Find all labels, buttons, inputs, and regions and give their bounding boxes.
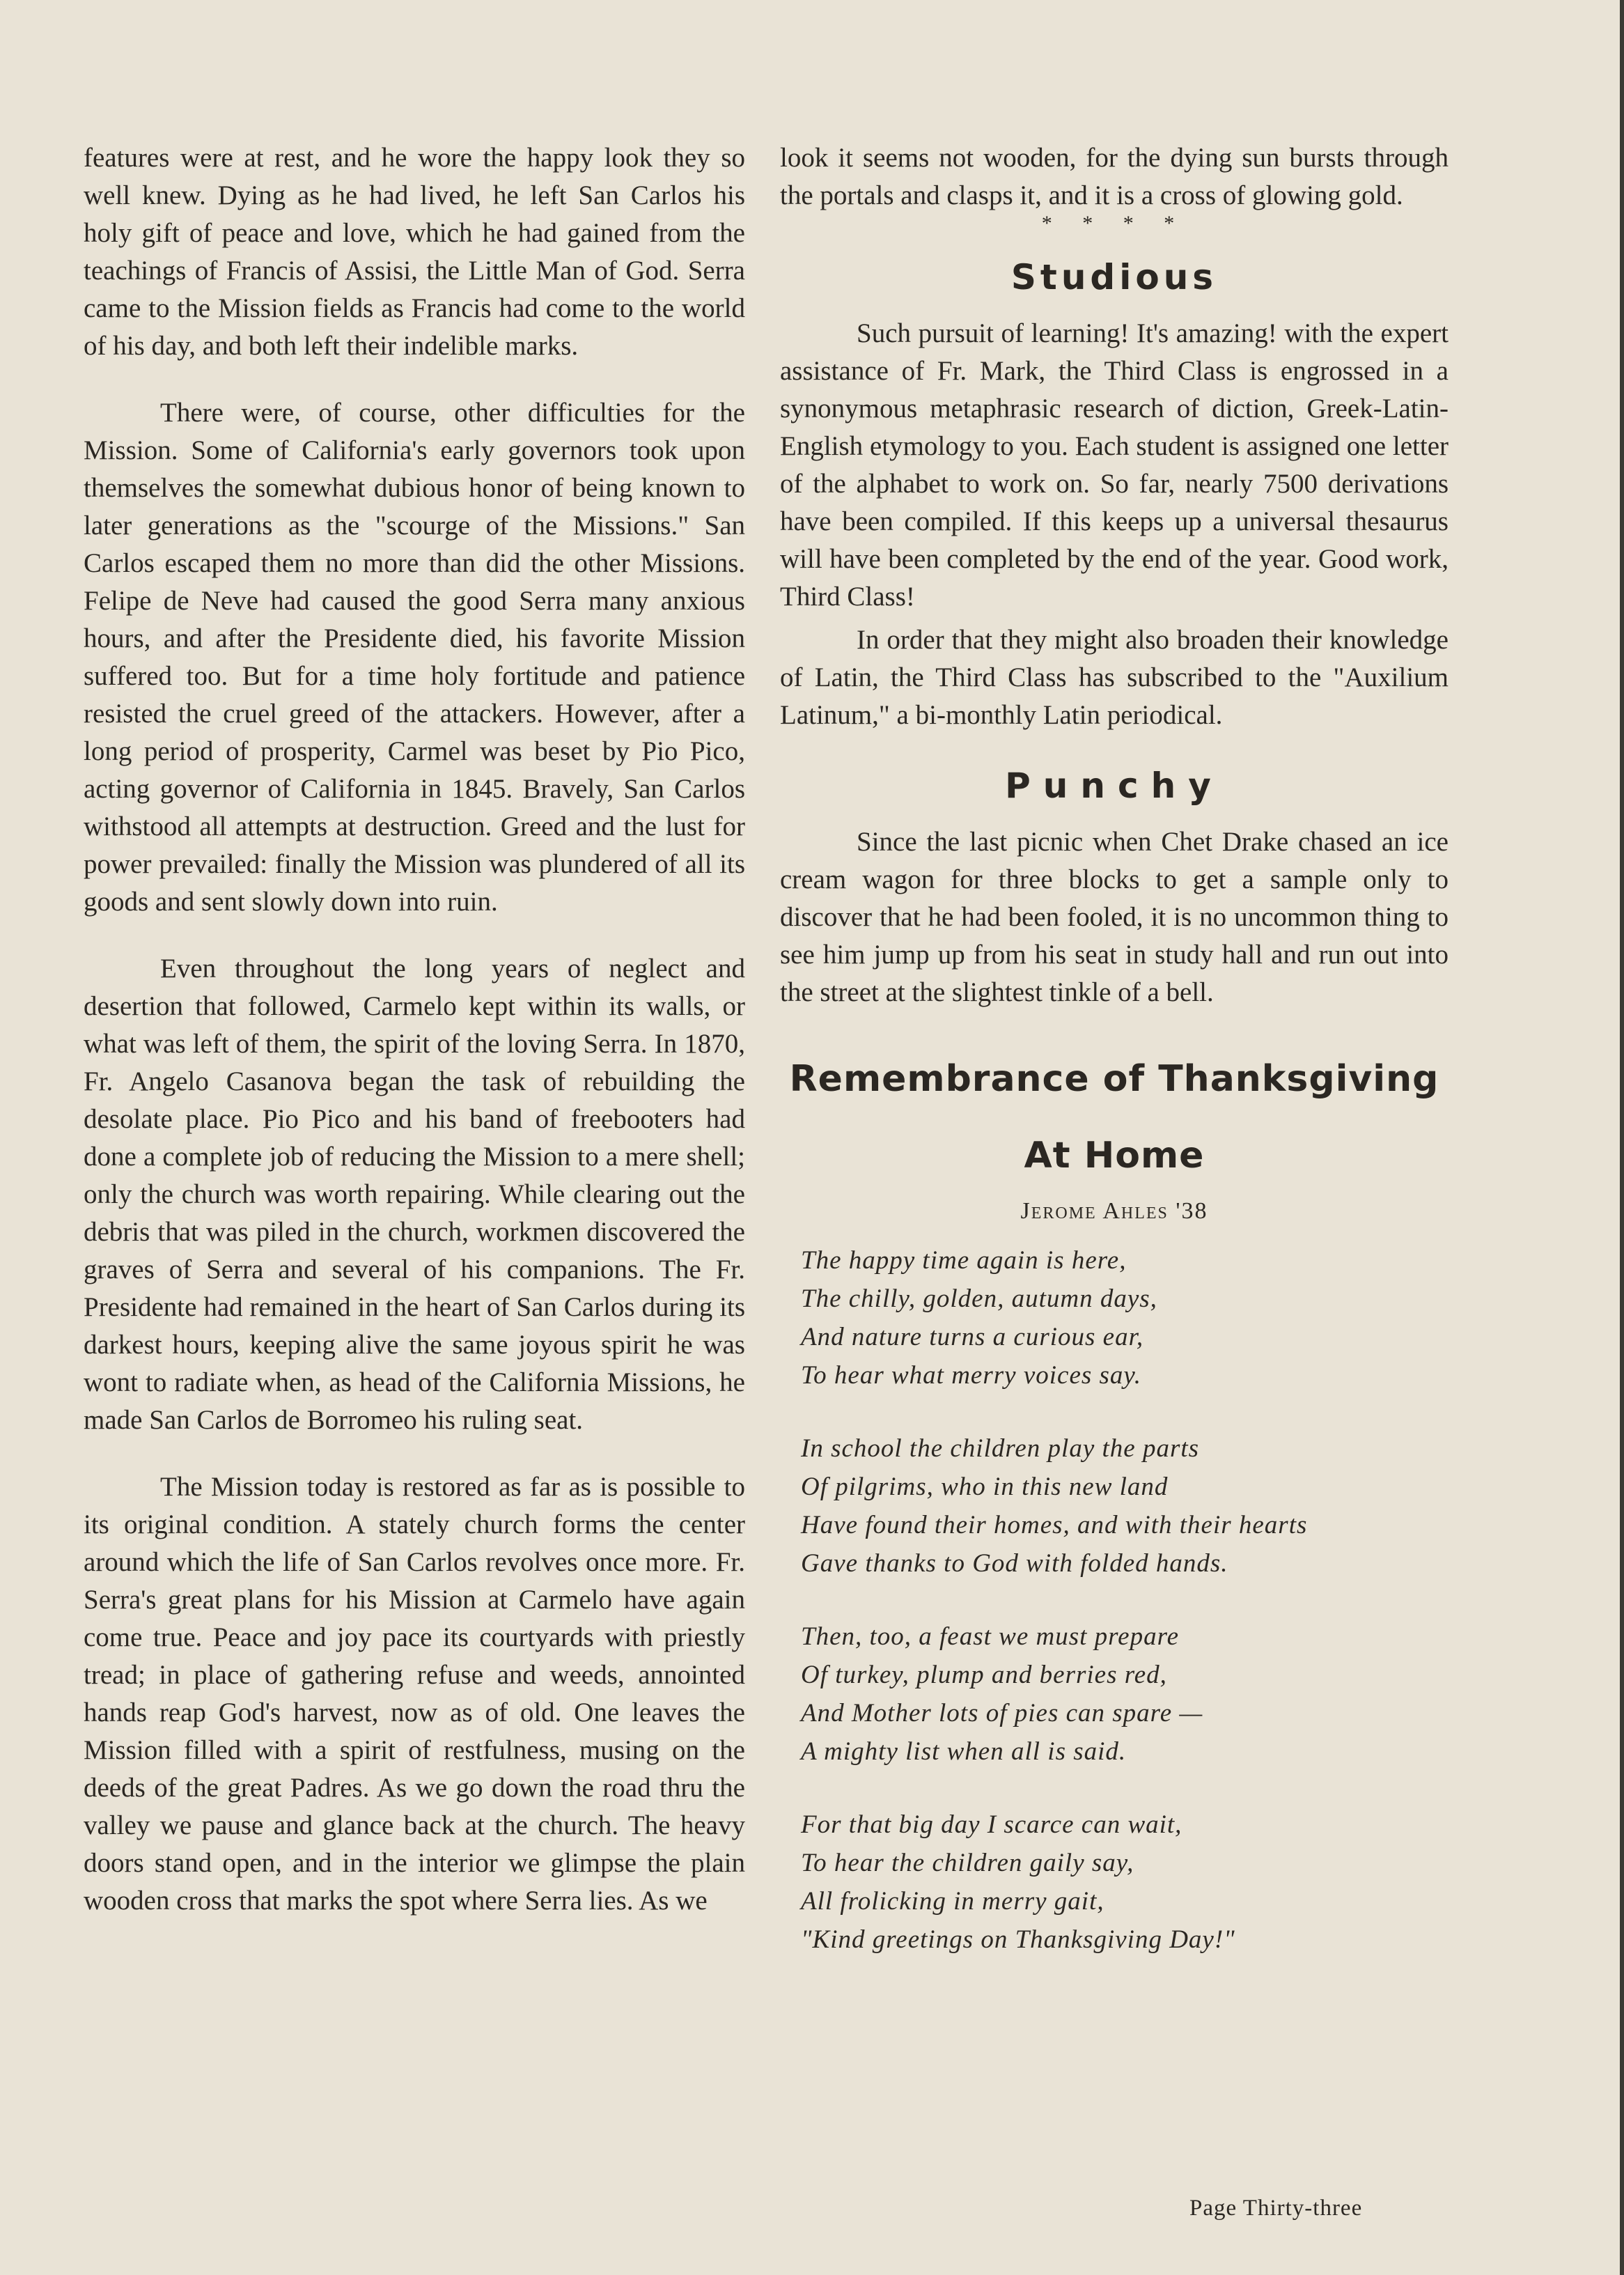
paragraph: Such pursuit of learning! It's amazing! with the expert assistance of Fr. Mark, the Third Class is engrossed in a synonymous metaphrasic research of diction, Greek-Latin-English etymology to you. Each student is assigned one letter of the alphabet to work on. So far, nearly 7500 derivations have been compiled. If this keeps up a universal thesaurus will have been completed by the end of the year. Good work, Third Class! (780, 318, 1449, 612)
poem-line: The chilly, golden, autumn days, (801, 1284, 1157, 1313)
paragraph: In order that they might also broaden their knowledge of Latin, the Third Class has subscribed to the "Auxilium Latinum," a bi-monthly Latin periodical. (780, 625, 1449, 730)
poem-line: And Mother lots of pies can spare — (801, 1699, 1203, 1727)
section-separator: * * * * (1041, 212, 1187, 235)
page-number: Page Thirty-three (1189, 2196, 1363, 2221)
poem-line: And nature turns a curious ear, (801, 1323, 1144, 1351)
poem-stanza (780, 1617, 1449, 1771)
poem-line: All frolicking in merry gait, (801, 1887, 1104, 1916)
paragraph: features were at rest, and he wore the happy look they so well knew. Dying as he had lived, he left San Carlos his holy gift of peace and love, which he had gained from the teachings of Francis of Assisi, the Little Man of God. Serra came to the Mission fields as Francis had come to the world of his day, and both left their indelible marks. (84, 143, 745, 361)
page-edge (1620, 0, 1624, 2275)
paragraph: The Mission today is restored as far as is possible to its original condition. A stately church forms the center around which the life of San Carlos revolves once more. Fr. Serra's great plans for his Mission at Carmelo have again come true. Peace and joy pace its courtyards with priestly tread; in place of gathering refuse and weeds, annointed hands reap God's harvest, now as of old. One leaves the Mission filled with a spirit of restfulness, musing on the deeds of the great Padres. As we go down the road thru the valley we pause and glance back at the church. The heavy doors stand open, and in the interior we glimpse the plain wooden cross that marks the spot where Serra lies. As we (84, 1472, 745, 1916)
poem-title: Remembrance of Thanksgiving (789, 1058, 1439, 1100)
poem-stanza (780, 1429, 1449, 1583)
poem-line: For that big day I scarce can wait, (801, 1810, 1182, 1839)
poem-line: "Kind greetings on Thanksgiving Day!" (801, 1925, 1235, 1954)
poem-stanza (780, 1806, 1449, 1959)
poem-line: A mighty list when all is said. (801, 1737, 1127, 1766)
left-column (84, 139, 745, 1949)
poem-stanza (780, 1241, 1449, 1395)
continuation-paragraph: look it seems not wooden, for the dying sun bursts through the portals and clasps it, and it is a cross of glowing gold. (780, 143, 1449, 210)
poem-line: In school the children play the parts (801, 1434, 1200, 1463)
paragraph: There were, of course, other difficulties for the Mission. Some of California's early governors took upon themselves the somewhat dubious honor of being known to later generations as the "scourge of the Missions." San Carlos escaped them no more than did the other Missions. Felipe de Neve had caused the good Serra many anxious hours, and after the Presidente died, his favorite Mission suffered too. But for a time holy fortitude and patience resisted the cruel greed of the attackers. However, after a long period of prosperity, Carmel was beset by Pio Pico, acting governor of California in 1845. Bravely, San Carlos withstood all attempts at destruction. Greed and the lust for power prevailed: finally the Mission was plundered of all its goods and sent slowly down into ruin. (84, 398, 745, 917)
poem-line: The happy time again is here, (801, 1246, 1127, 1275)
paragraph: Even throughout the long years of neglect and desertion that followed, Carmelo kept within its walls, or what was left of them, the spirit of the loving Serra. In 1870, Fr. Angelo Casanova began the task of rebuilding the desolate place. Pio Pico and his band of freebooters had done a complete job of reducing the Mission to a mere shell; only the church was worth repairing. While clearing out the debris that was piled in the church, workmen discovered the graves of Serra and several of his companions. The Fr. Presidente had remained in the heart of San Carlos during its darkest hours, keeping alive the same joyous spirit he was wont to radiate when, as head of the California Missions, he made San Carlos de Borromeo his ruling seat. (84, 954, 745, 1435)
punchy-heading: Punchy (1005, 766, 1224, 806)
poem-byline: Jerome Ahles '38 (1020, 1198, 1208, 1224)
poem-line: To hear what merry voices say. (801, 1361, 1142, 1390)
poem-line: To hear the children gaily say, (801, 1849, 1134, 1877)
poem-line: Of turkey, plump and berries red, (801, 1661, 1167, 1689)
studious-heading: Studious (1010, 257, 1218, 297)
poem-line: Of pilgrims, who in this new land (801, 1473, 1169, 1501)
poem-line: Gave thanks to God with folded hands. (801, 1549, 1228, 1578)
poem-line: Have found their homes, and with their hearts (801, 1511, 1308, 1539)
poem-subtitle: At Home (1024, 1135, 1205, 1177)
paragraph: Since the last picnic when Chet Drake chased an ice cream wagon for three blocks to get a sample only to discover that he had been fooled, it is no uncommon thing to see him jump up from his seat in study hall and run out into the street at the slightest tinkle of a bell. (780, 827, 1449, 1007)
right-column (780, 139, 1449, 1994)
poem-line: Then, too, a feast we must prepare (801, 1622, 1180, 1651)
